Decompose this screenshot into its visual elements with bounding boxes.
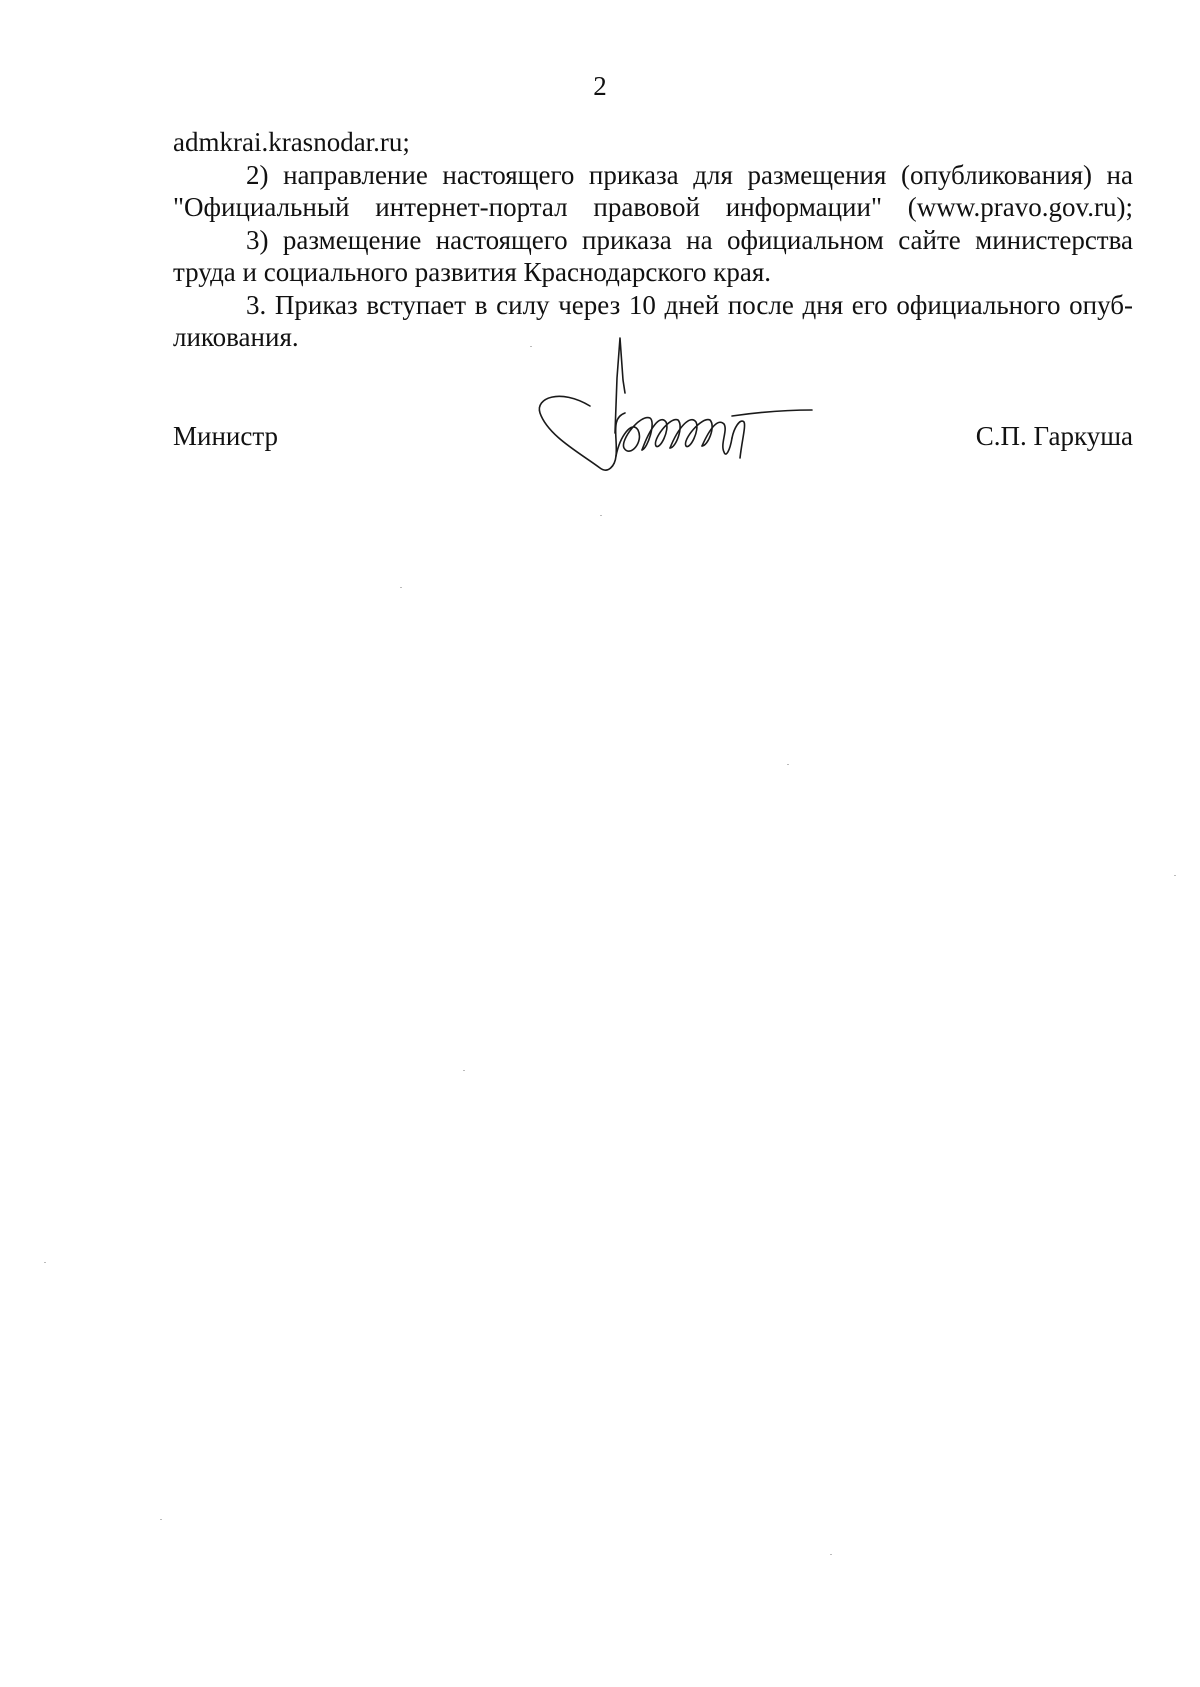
scan-speck [1174, 875, 1176, 876]
text-line-item-3: 3) размещение настоящего приказа на официальном сайте министерства [246, 224, 1133, 255]
page-number: 2 [593, 71, 607, 101]
scan-speck [44, 1262, 46, 1263]
scan-speck [830, 1554, 832, 1555]
scan-speck [400, 587, 402, 588]
text-line-item-2-cont: "Официальный интернет-портал правовой информации" (www.pravo.gov.ru); [173, 192, 1133, 222]
scan-speck [787, 764, 789, 765]
scan-speck [463, 1070, 465, 1071]
text-line-clause-3: 3. Приказ вступает в силу через 10 дней после дня его официального опуб- [246, 289, 1133, 320]
text-line-clause-3-cont: ликования. [173, 322, 299, 352]
signer-position: Министр [173, 421, 278, 451]
text-line-item-3-cont: труда и социального развития Краснодарского края. [173, 257, 772, 287]
scan-speck [530, 346, 532, 347]
signer-name: С.П. Гаркуша [975, 421, 1133, 451]
text-line-url: admkrai.krasnodar.ru; [173, 127, 410, 157]
scan-speck [160, 1519, 162, 1520]
text-line-item-2: 2) направление настоящего приказа для размещения (опубликования) на [246, 159, 1133, 190]
scan-speck [600, 515, 602, 516]
handwritten-signature [520, 318, 820, 478]
